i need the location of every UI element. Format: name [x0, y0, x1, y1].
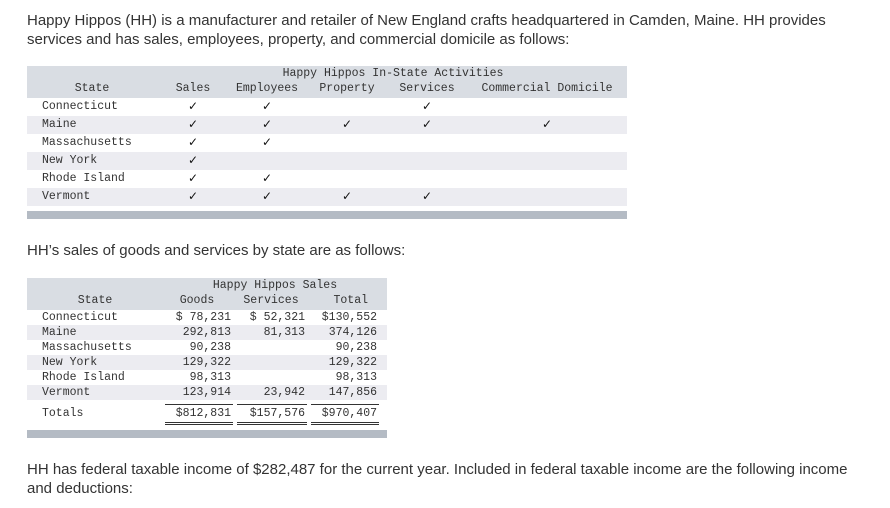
check-icon: ✓ [261, 171, 273, 185]
goods-cell: 292,813 [182, 326, 231, 339]
check-icon: ✓ [187, 117, 199, 131]
underline [165, 424, 233, 425]
total-cell: 147,856 [328, 386, 377, 399]
check-icon: ✓ [261, 99, 273, 113]
check-icon: ✓ [421, 99, 433, 113]
sales-table [27, 278, 387, 438]
state-cell: Connecticut [42, 311, 118, 324]
underline [237, 424, 307, 425]
state-cell: Vermont [42, 386, 91, 399]
underline [237, 422, 307, 423]
total-cell: 129,322 [328, 356, 377, 369]
col-employees: Employees [235, 82, 299, 95]
check-icon: ✓ [261, 135, 273, 149]
goods-cell: 123,914 [182, 386, 231, 399]
underline [311, 424, 379, 425]
table-row [27, 310, 387, 325]
underline [311, 422, 379, 423]
services-cell: 23,942 [263, 386, 305, 399]
total-cell: 374,126 [328, 326, 377, 339]
check-icon: ✓ [341, 117, 353, 131]
state-cell: Vermont [42, 190, 91, 203]
table-row [27, 325, 387, 340]
col-services: Services [399, 82, 455, 95]
goods-cell: $812,831 [175, 407, 231, 420]
state-cell: Rhode Island [42, 371, 125, 384]
col-services: Services [243, 294, 299, 307]
underline [237, 404, 307, 405]
check-icon: ✓ [261, 189, 273, 203]
check-icon: ✓ [187, 171, 199, 185]
services-cell: $157,576 [249, 407, 305, 420]
activities-table [27, 66, 627, 220]
underline [165, 404, 233, 405]
state-cell: New York [42, 356, 98, 369]
table-row [27, 385, 387, 400]
underline [165, 422, 233, 423]
check-icon: ✓ [187, 189, 199, 203]
activities-title: Happy Hippos In-State Activities [282, 67, 504, 80]
check-icon: ✓ [421, 189, 433, 203]
sales-footer-bar [27, 430, 387, 438]
table-row [27, 355, 387, 370]
col-commercial-domicile: Commercial Domicile [481, 82, 613, 95]
check-icon: ✓ [421, 117, 433, 131]
goods-cell: 129,322 [182, 356, 231, 369]
state-cell: Maine [42, 118, 77, 131]
table-row [27, 170, 627, 188]
total-cell: $970,407 [321, 407, 377, 420]
total-cell: 98,313 [335, 371, 377, 384]
table-row [27, 98, 627, 116]
check-icon: ✓ [261, 117, 273, 131]
sales-title: Happy Hippos Sales [212, 279, 338, 292]
table-row [27, 134, 627, 152]
state-cell: Connecticut [42, 100, 118, 113]
table-row [27, 340, 387, 355]
state-cell: New York [42, 154, 98, 167]
closing-paragraph: HH has federal taxable income of $282,487 for the current year. Included in federal taxable income are the following income and deductions: [27, 461, 848, 497]
table-row [27, 188, 627, 206]
check-icon: ✓ [187, 135, 199, 149]
col-total: Total [333, 294, 368, 307]
services-cell: 81,313 [263, 326, 305, 339]
state-cell: Rhode Island [42, 172, 125, 185]
check-icon: ✓ [187, 99, 199, 113]
table-row [27, 370, 387, 385]
total-cell: $130,552 [321, 311, 377, 324]
state-cell: Massachusetts [42, 341, 132, 354]
goods-cell: 98,313 [189, 371, 231, 384]
intro-paragraph: Happy Hippos (HH) is a manufacturer and retailer of New England crafts headquartered in Camden, Maine. HH provides services and has sales, employees, property, and commercial domicile as follows: [27, 12, 826, 48]
col-state: State [77, 294, 113, 307]
table-row [27, 152, 627, 170]
state-cell: Maine [42, 326, 77, 339]
check-icon: ✓ [187, 153, 199, 167]
col-state: State [74, 82, 110, 95]
totals-label: Totals [42, 407, 84, 420]
check-icon: ✓ [541, 117, 553, 131]
check-icon: ✓ [341, 189, 353, 203]
state-cell: Massachusetts [42, 136, 132, 149]
col-goods: Goods [179, 294, 215, 307]
col-property: Property [319, 82, 375, 95]
totals-row [27, 406, 387, 421]
total-cell: 90,238 [335, 341, 377, 354]
sales-intro-paragraph: HH’s sales of goods and services by state are as follows: [27, 242, 406, 259]
col-sales: Sales [175, 82, 211, 95]
services-cell: $ 52,321 [249, 311, 305, 324]
goods-cell: 90,238 [189, 341, 231, 354]
underline [311, 404, 379, 405]
activities-footer-bar [27, 211, 627, 219]
table-row [27, 116, 627, 134]
goods-cell: $ 78,231 [175, 311, 231, 324]
